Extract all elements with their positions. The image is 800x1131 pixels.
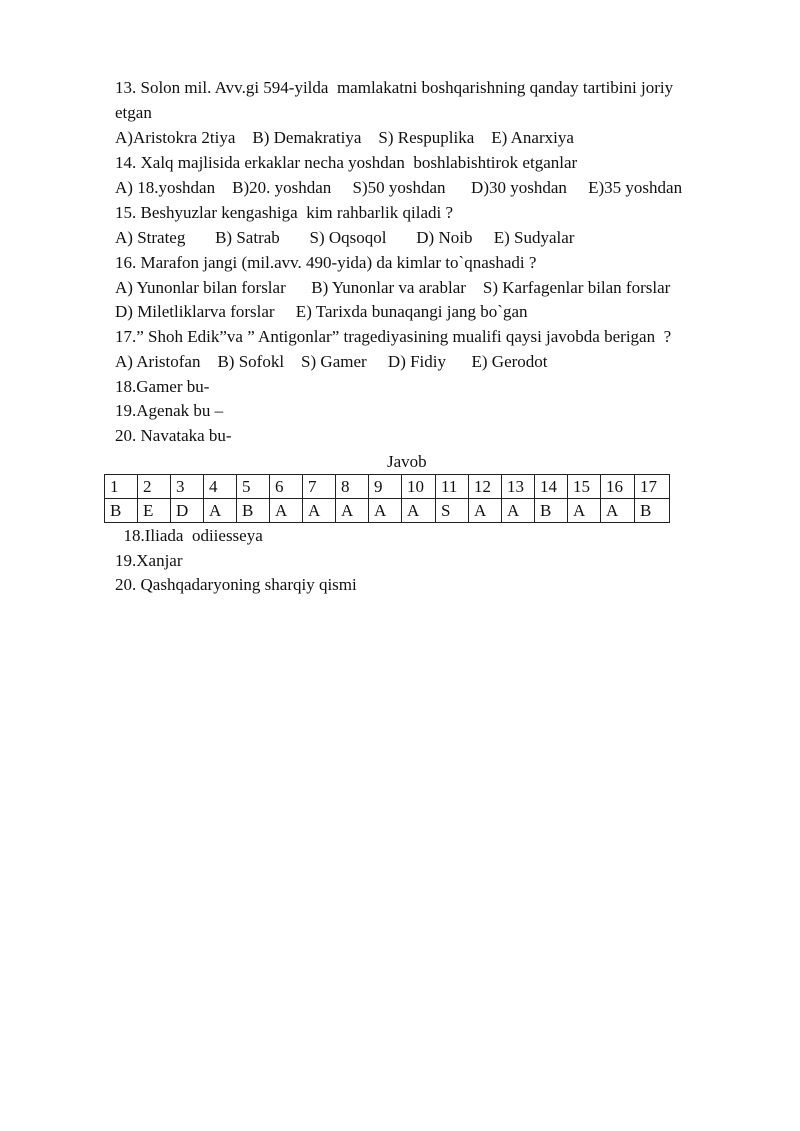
table-cell-answer: A bbox=[270, 499, 303, 523]
table-cell-answer: A bbox=[303, 499, 336, 523]
table-cell-number: 6 bbox=[270, 475, 303, 499]
question-20-text: 20. Navataka bu- bbox=[115, 426, 232, 445]
table-cell-number: 7 bbox=[303, 475, 336, 499]
table-cell-number: 5 bbox=[237, 475, 270, 499]
table-cell-number: 4 bbox=[204, 475, 237, 499]
table-cell-answer: B bbox=[237, 499, 270, 523]
table-cell-answer: S bbox=[436, 499, 469, 523]
question-13-options: A)Aristokra 2tiya B) Demakratiya S) Respuplika E) Anarxiya bbox=[115, 128, 574, 147]
table-cell-number: 3 bbox=[171, 475, 204, 499]
table-cell-answer: B bbox=[105, 499, 138, 523]
question-13-text: 13. Solon mil. Avv.gi 594-yilda mamlakatni boshqarishning qanday tartibini joriy bbox=[115, 78, 674, 97]
table-cell-answer: A bbox=[402, 499, 436, 523]
table-cell-answer: A bbox=[336, 499, 369, 523]
question-16-options-cont: D) Miletliklarva forslar E) Tarixda bunaqangi jang bo`gan bbox=[115, 302, 528, 321]
question-18-text: 18.Gamer bu- bbox=[115, 377, 210, 396]
table-cell-number: 9 bbox=[369, 475, 402, 499]
answer-table-answer-row bbox=[105, 499, 670, 523]
table-cell-number: 2 bbox=[138, 475, 171, 499]
answer-19-text: 19.Xanjar bbox=[115, 551, 183, 570]
question-19-text: 19.Agenak bu – bbox=[115, 401, 224, 420]
table-cell-answer: A bbox=[568, 499, 601, 523]
table-cell-answer: A bbox=[469, 499, 502, 523]
question-15-options: A) Strateg B) Satrab S) Oqsoqol D) Noib E) Sudyalar bbox=[115, 228, 575, 247]
table-cell-number: 12 bbox=[469, 475, 502, 499]
table-cell-number: 1 bbox=[105, 475, 138, 499]
question-14-text: 14. Xalq majlisida erkaklar necha yoshdan boshlabishtirok etganlar bbox=[115, 153, 578, 172]
table-cell-answer: A bbox=[601, 499, 635, 523]
table-cell-number: 11 bbox=[436, 475, 469, 499]
table-cell-number: 13 bbox=[502, 475, 535, 499]
question-17-text: 17.” Shoh Edik”va ” Antigonlar” tragediyasining mualifi qaysi javobda berigan ? bbox=[115, 327, 672, 346]
question-16-options: A) Yunonlar bilan forslar B) Yunonlar va arablar S) Karfagenlar bilan forslar bbox=[115, 278, 671, 297]
table-cell-answer: B bbox=[535, 499, 568, 523]
answer-caption: Javob bbox=[387, 452, 427, 471]
question-16-text: 16. Marafon jangi (mil.avv. 490-yida) da kimlar to`qnashadi ? bbox=[115, 253, 537, 272]
table-cell-answer: E bbox=[138, 499, 171, 523]
table-cell-number: 14 bbox=[535, 475, 568, 499]
question-17-options: A) Aristofan B) Sofokl S) Gamer D) Fidiy E) Gerodot bbox=[115, 352, 548, 371]
table-cell-number: 17 bbox=[635, 475, 670, 499]
answer-table bbox=[104, 474, 670, 523]
table-cell-number: 10 bbox=[402, 475, 436, 499]
question-13-text-cont: etgan bbox=[115, 103, 152, 122]
table-cell-number: 8 bbox=[336, 475, 369, 499]
table-cell-answer: A bbox=[204, 499, 237, 523]
table-cell-answer: A bbox=[502, 499, 535, 523]
question-15-text: 15. Beshyuzlar kengashiga kim rahbarlik qiladi ? bbox=[115, 203, 454, 222]
table-cell-number: 15 bbox=[568, 475, 601, 499]
table-cell-number: 16 bbox=[601, 475, 635, 499]
answer-20-text: 20. Qashqadaryoning sharqiy qismi bbox=[115, 575, 357, 594]
table-cell-answer: A bbox=[369, 499, 402, 523]
table-cell-answer: D bbox=[171, 499, 204, 523]
answer-18-text: 18.Iliada odiiesseya bbox=[115, 526, 263, 545]
table-cell-answer: B bbox=[635, 499, 670, 523]
answer-table-number-row bbox=[105, 475, 670, 499]
question-14-options: A) 18.yoshdan B)20. yoshdan S)50 yoshdan D)30 yoshdan E)35 yoshdan bbox=[115, 178, 683, 197]
